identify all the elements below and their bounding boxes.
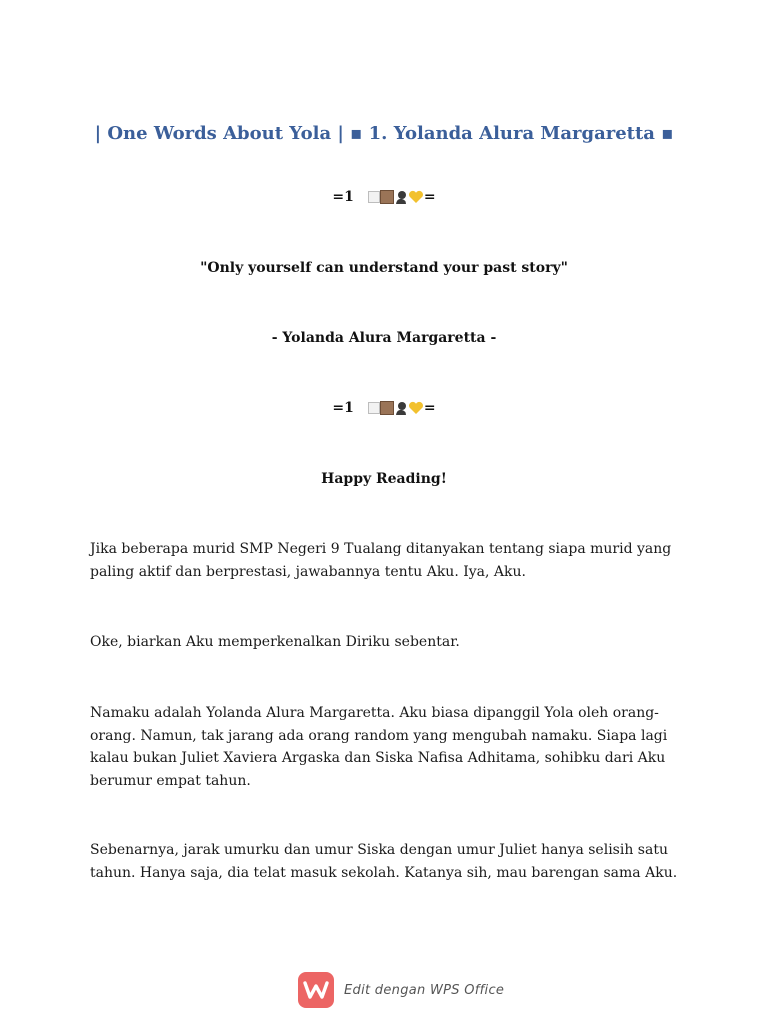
divider-line-1 bbox=[0, 189, 768, 205]
yellow-heart-icon bbox=[408, 401, 424, 415]
divider-suffix: = bbox=[423, 400, 436, 416]
paragraph-4: Sebenarnya, jarak umurku dan umur Siska dengan umur Juliet hanya selisih satu tahun. Hanya saja, dia telat masuk sekolah. Katanya sih, mau barengan sama Aku. bbox=[90, 842, 678, 881]
brown-square-icon bbox=[380, 401, 394, 415]
footer-text: Edit dengan WPS Office bbox=[344, 982, 505, 998]
paragraph-2: Oke, biarkan Aku memperkenalkan Diriku sebentar. bbox=[90, 634, 460, 650]
paragraph-3: Namaku adalah Yolanda Alura Margaretta. Aku biasa dipanggil Yola oleh orang-orang. Namun, tak jarang ada orang random yang mengubah namaku. Siapa lagi kalau bukan Juliet Xaviera Argaska dan Siska Nafisa Adhitama, sohibku dari Aku berumur empat tahun. bbox=[90, 705, 668, 789]
divider-prefix: =1 bbox=[332, 189, 354, 205]
silhouette-icon bbox=[394, 401, 408, 415]
brown-square-icon bbox=[380, 190, 394, 204]
divider-line-2 bbox=[0, 400, 768, 416]
yellow-heart-icon bbox=[408, 190, 424, 204]
white-square-icon bbox=[368, 402, 380, 414]
divider-prefix: =1 bbox=[332, 400, 354, 416]
document-title: | One Words About Yola | ▪ 1. Yolanda Alura Margaretta ▪ bbox=[94, 123, 674, 144]
paragraph-1: Jika beberapa murid SMP Negeri 9 Tualang ditanyakan tentang siapa murid yang paling aktif dan berprestasi, jawabannya tentu Aku. Iya, Aku. bbox=[90, 541, 672, 580]
wps-footer[interactable] bbox=[298, 972, 504, 1008]
author-line: - Yolanda Alura Margaretta - bbox=[271, 330, 497, 346]
white-square-icon bbox=[368, 191, 380, 203]
quote-text: "Only yourself can understand your past story" bbox=[200, 260, 568, 276]
silhouette-icon bbox=[394, 190, 408, 204]
happy-reading-text: Happy Reading! bbox=[321, 471, 447, 487]
divider-suffix: = bbox=[423, 189, 436, 205]
wps-office-logo-icon bbox=[298, 972, 334, 1008]
